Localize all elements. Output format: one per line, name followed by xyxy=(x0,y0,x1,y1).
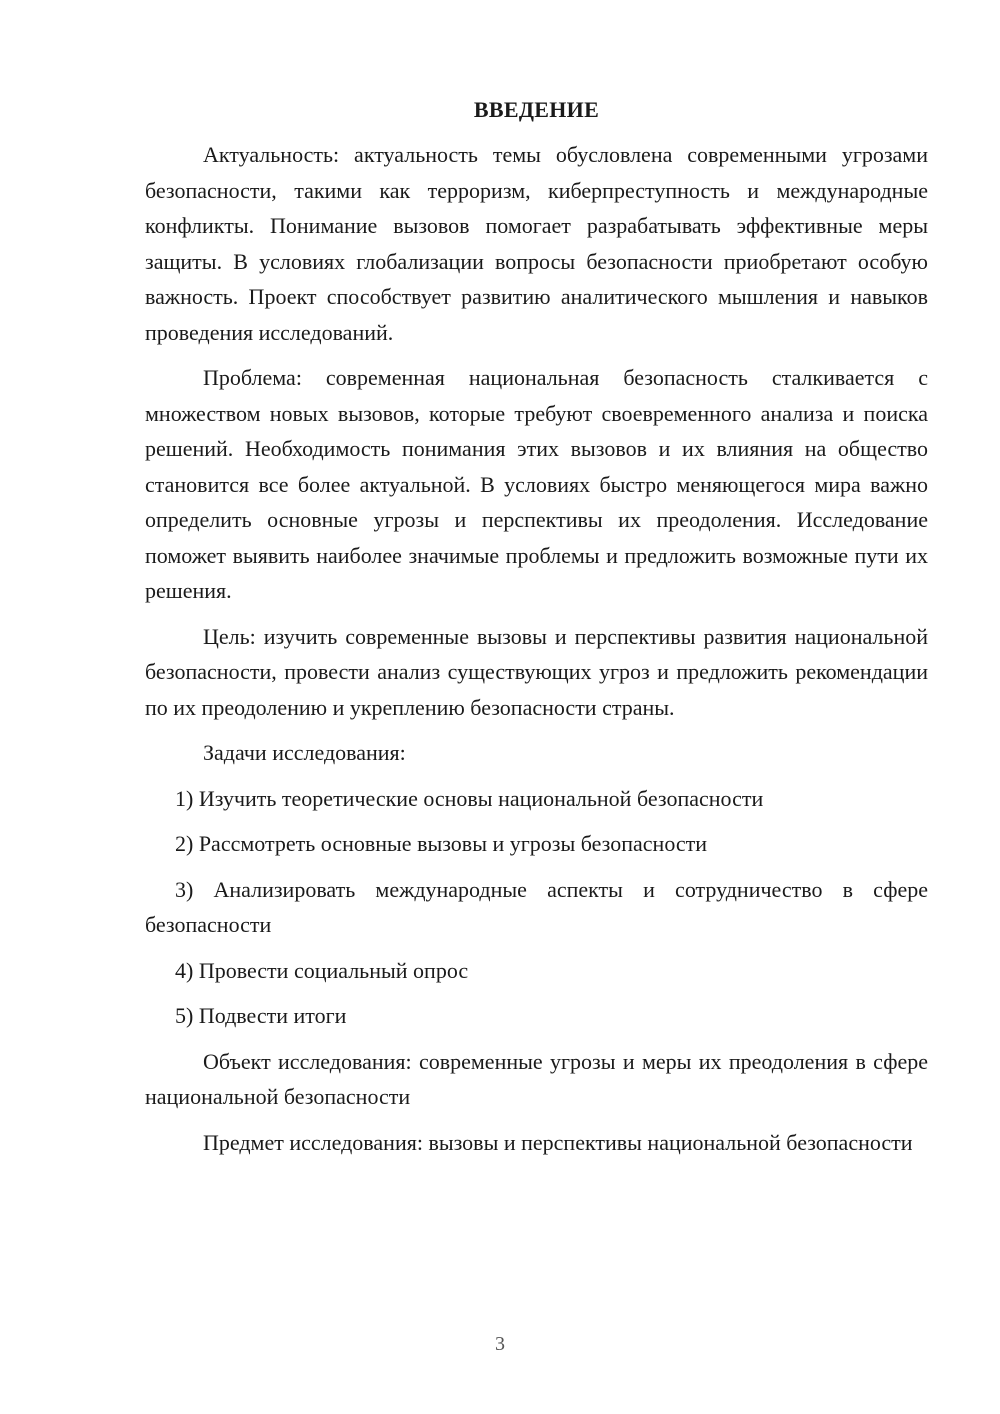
task-item: 2) Рассмотреть основные вызовы и угрозы безопасности xyxy=(175,831,708,856)
problem-paragraph: Проблема: современная национальная безопасность сталкивается с множеством новых вызовов, которые требуют своевременного анализа и поиска решений. Необходимость понимания этих вызовов и их влияния на общество становится все более актуальной. В условиях быстро меняющегося мира важно определить основные угрозы и перспективы их преодоления. Исследование поможет выявить наиболее значимые проблемы и предложить возможные пути их решения. xyxy=(145,365,928,603)
task-item: 1) Изучить теоретические основы национальной безопасности xyxy=(175,785,764,811)
relevance-paragraph: Актуальность: актуальность темы обусловлена современными угрозами безопасности, такими как терроризм, киберпреступность и международные конфликты. Понимание вызовов помогает разрабатывать эффективные меры защиты. В условиях глобализации вопросы безопасности приобретают особую важность. Проект способствует развитию аналитического мышления и навыков проведения исследований. xyxy=(145,142,928,345)
document-page xyxy=(145,95,928,1170)
subject-paragraph: Предмет исследования: вызовы и перспективы национальной безопасности xyxy=(203,1129,913,1155)
goal-paragraph: Цель: изучить современные вызовы и перспективы развития национальной безопасности, провести анализ существующих угроз и предложить рекомендации по их преодолению и укреплению безопасности страны. xyxy=(145,623,928,720)
object-paragraph: Объект исследования: современные угрозы и меры их преодоления в сфере национальной безопасности xyxy=(145,1048,928,1109)
task-item: 4) Провести социальный опрос xyxy=(175,957,469,983)
page-number: 3 xyxy=(495,1333,505,1355)
page-title: ВВЕДЕНИЕ xyxy=(473,97,600,122)
task-item: 5) Подвести итоги xyxy=(175,1003,347,1028)
task-item: 3) Анализировать международные аспекты и сотрудничество в сфере безопасности xyxy=(145,876,928,937)
tasks-heading: Задачи исследования: xyxy=(203,740,406,765)
